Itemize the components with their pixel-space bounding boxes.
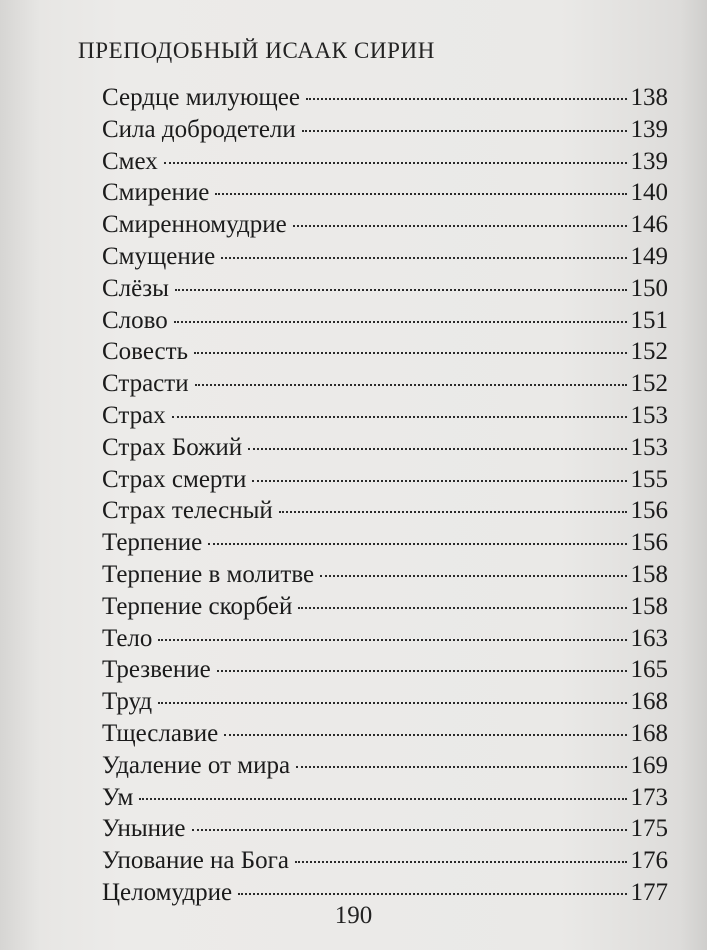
toc-entry-title: Смущение — [102, 242, 216, 270]
toc-entry — [102, 114, 668, 146]
dot-leader — [320, 575, 626, 577]
dot-leader — [302, 130, 627, 132]
toc-entry — [102, 591, 668, 623]
toc-entry-title: Смиренномудрие — [102, 211, 287, 239]
toc-entry-page: 168 — [630, 688, 668, 716]
toc-entry — [102, 750, 668, 782]
toc-entry-page: 152 — [630, 338, 668, 366]
dot-leader — [215, 193, 626, 195]
dot-leader — [224, 734, 626, 736]
toc-entry-page: 163 — [630, 624, 668, 652]
toc-entry — [102, 400, 668, 432]
dot-leader — [306, 98, 627, 100]
dot-leader — [158, 702, 626, 704]
dot-leader — [195, 384, 627, 386]
toc-entry — [102, 527, 668, 559]
dot-leader — [298, 607, 626, 609]
dot-leader — [248, 448, 626, 450]
dot-leader — [208, 543, 626, 545]
toc-entry-title: Страх телесный — [102, 497, 273, 525]
toc-entry-page: 155 — [630, 465, 668, 493]
dot-leader — [296, 766, 626, 768]
dot-leader — [172, 416, 627, 418]
toc-entry-title: Ум — [102, 783, 134, 811]
toc-entry-page: 139 — [630, 147, 668, 175]
toc-entry — [102, 654, 668, 686]
toc-entry — [102, 623, 668, 655]
toc-entry-title: Удаление от мира — [102, 751, 291, 779]
toc-entry-title: Уныние — [102, 815, 186, 843]
toc-entry-title: Тело — [102, 624, 153, 652]
toc-entry-page: 153 — [630, 401, 668, 429]
toc-entry — [102, 686, 668, 718]
toc-entry-page: 139 — [630, 115, 668, 143]
dot-leader — [295, 861, 627, 863]
dot-leader — [293, 225, 627, 227]
dot-leader — [139, 798, 626, 800]
toc-entry-page: 175 — [630, 815, 668, 843]
dot-leader — [192, 829, 627, 831]
toc-entry-title: Слово — [102, 306, 168, 334]
toc-entry-title: Терпение скорбей — [102, 592, 293, 620]
toc-entry-page: 165 — [630, 656, 668, 684]
toc-entry — [102, 241, 668, 273]
toc-entry-title: Тщеславие — [102, 719, 219, 747]
running-head: ПРЕПОДОБНЫЙ ИСААК СИРИН — [78, 38, 435, 63]
toc-entry-title: Смирение — [102, 179, 210, 207]
toc-entry-title: Сила добродетели — [102, 115, 296, 143]
toc-entry-title: Терпение в молитве — [102, 560, 315, 588]
dot-leader — [158, 639, 626, 641]
page-number: 190 — [334, 902, 373, 929]
toc-entry — [102, 813, 668, 845]
toc-entry-page: 153 — [630, 433, 668, 461]
toc-entry-page: 173 — [630, 783, 668, 811]
dot-leader — [174, 321, 627, 323]
toc-entry — [102, 273, 668, 305]
toc-entry-page: 152 — [630, 370, 668, 398]
toc-entry-title: Упование на Бога — [102, 847, 289, 875]
toc-entry-title: Слёзы — [102, 274, 169, 302]
toc-entry-page: 138 — [630, 84, 668, 111]
toc-entry-page: 156 — [630, 529, 668, 557]
dot-leader — [238, 893, 626, 895]
toc-entry-title: Смех — [102, 147, 158, 175]
toc-entry — [102, 845, 668, 877]
toc-entry-page: 177 — [630, 878, 668, 906]
toc-entry-page: 150 — [630, 274, 668, 302]
toc-entry — [102, 146, 668, 178]
dot-leader — [217, 670, 627, 672]
toc-entry-title: Труд — [102, 688, 153, 716]
toc-entry-page: 149 — [630, 242, 668, 270]
toc-entry-title: Страх — [102, 401, 166, 429]
dot-leader — [252, 480, 626, 482]
dot-leader — [221, 257, 626, 259]
toc-entry — [102, 559, 668, 591]
toc-entry-title: Сердце милующее — [102, 84, 300, 111]
toc-entry-page: 158 — [630, 560, 668, 588]
toc-entry-title: Страх смерти — [102, 465, 247, 493]
toc-entry-title: Терпение — [102, 529, 203, 557]
dot-leader — [279, 511, 627, 513]
toc-entry — [102, 305, 668, 337]
toc-entry — [102, 495, 668, 527]
toc-entry-page: 168 — [630, 719, 668, 747]
toc-entry — [102, 432, 668, 464]
toc-entry-title: Совесть — [102, 338, 188, 366]
toc-entry — [102, 718, 668, 750]
toc-entry-title: Трезвение — [102, 656, 211, 684]
toc-entry — [102, 209, 668, 241]
toc-entry — [102, 336, 668, 368]
toc-entry-page: 158 — [630, 592, 668, 620]
toc-entry — [102, 782, 668, 814]
toc-entry — [102, 368, 668, 400]
toc-entry-page: 140 — [630, 179, 668, 207]
toc-entry — [102, 177, 668, 209]
toc-entry-page: 151 — [630, 306, 668, 334]
toc-entry-title: Целомудрие — [102, 878, 233, 906]
table-of-contents — [102, 82, 668, 909]
dot-leader — [175, 289, 627, 291]
toc-entry-title: Страх Божий — [102, 433, 243, 461]
toc-entry-page: 146 — [630, 211, 668, 239]
toc-entry — [102, 82, 668, 114]
dot-leader — [194, 352, 627, 354]
toc-entry — [102, 464, 668, 496]
toc-entry-page: 176 — [630, 847, 668, 875]
toc-entry-page: 169 — [630, 751, 668, 779]
dot-leader — [164, 162, 627, 164]
toc-entry-title: Страсти — [102, 370, 189, 398]
toc-entry-page: 156 — [630, 497, 668, 525]
